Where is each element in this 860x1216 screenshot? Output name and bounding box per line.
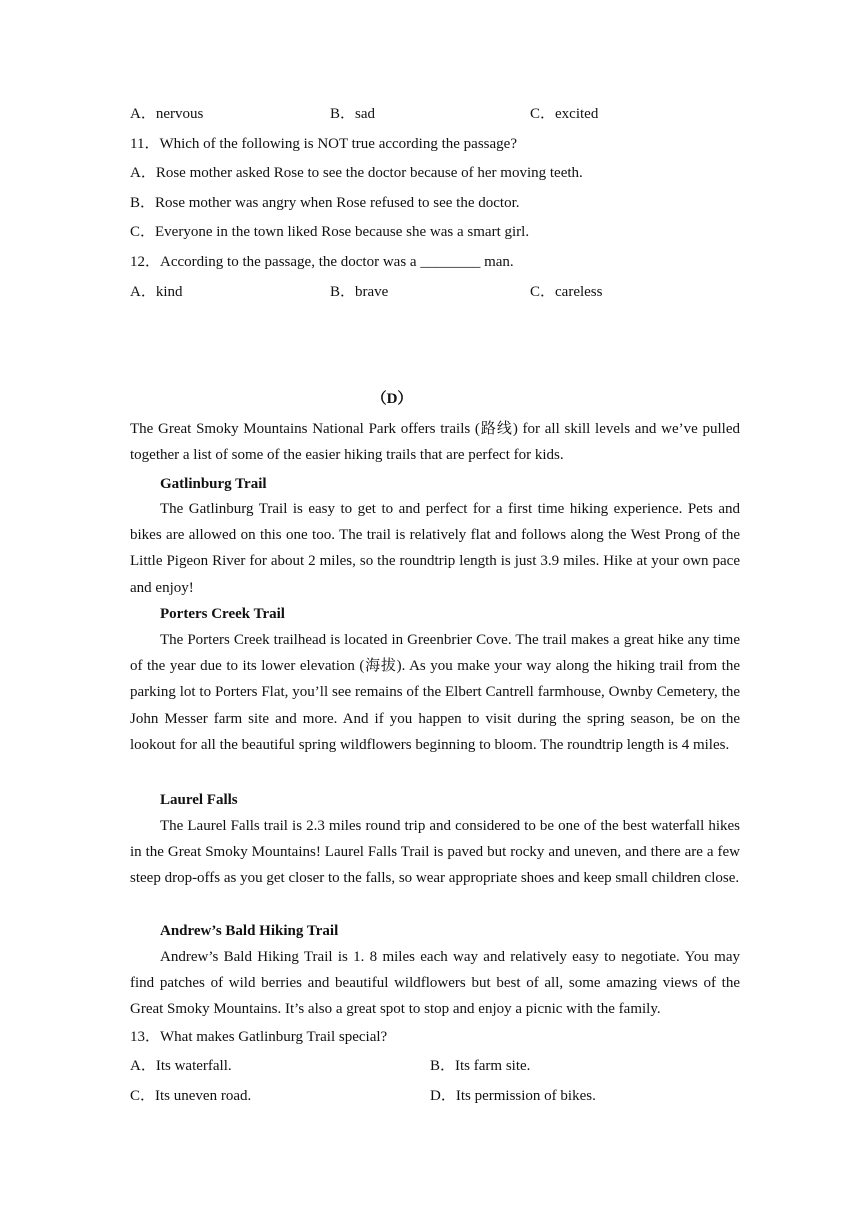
q10-option-c[interactable]: C．excited [530,106,599,122]
q11-option-b[interactable]: B．Rose mother was angry when Rose refused to see the doctor. [130,195,520,211]
trail-3-text: The Laurel Falls trail is 2.3 miles round trip and considered to be one of the best waterfall hikes in the Great Smoky Mountains! Laurel Falls Trail is paved but rocky and uneven, and there are a few steep drop-offs as you get closer to the falls, so wear appropriate shoes and keep small children close. [130,818,740,887]
trail-4-heading: Andrew’s Bald Hiking Trail [160,923,339,939]
trail-3-heading: Laurel Falls [160,792,238,808]
trail-3-paragraph [130,813,740,892]
section-d-intro: The Great Smoky Mountains National Park offers trails (路线) for all skill levels and we’ve pulled together a list of some of the easier hiking trails that are perfect for kids. [130,421,740,464]
trail-2-heading: Porters Creek Trail [160,606,285,622]
trail-1-heading: Gatlinburg Trail [160,476,267,492]
q12-stem: 12．According to the passage, the doctor was a ________ man. [130,254,514,270]
q10-option-b[interactable]: B．sad [330,106,376,122]
q12-option-a[interactable]: A．kind [130,284,183,300]
trail-1-text: The Gatlinburg Trail is easy to get to and perfect for a first time hiking experience. Pets and bikes are allowed on this one too. The trail is relatively flat and follows along the West Prong of the Little Pigeon River for about 2 miles, so the roundtrip length is just 3.9 miles. Hike at your own pace and enjoy! [130,501,740,596]
q13-stem: 13．What makes Gatlinburg Trail special? [130,1029,388,1045]
q13-option-d[interactable]: D．Its permission of bikes. [430,1088,596,1104]
q11-option-a[interactable]: A．Rose mother asked Rose to see the doctor because of her moving teeth. [130,165,583,181]
q12-option-b[interactable]: B．brave [330,284,389,300]
q11-stem: 11．Which of the following is NOT true according the passage? [130,136,517,152]
trail-4-text: Andrew’s Bald Hiking Trail is 1. 8 miles each way and relatively easy to negotiate. You may find patches of wild berries and beautiful wildflowers but best of all, some amazing views of the Great Smoky Mountains. It’s also a great spot to stop and enjoy a picnic with the family. [130,949,740,1018]
section-d-label: （D） [371,391,413,407]
trail-2-paragraph [130,627,740,758]
trail-4-paragraph [130,944,740,1023]
q10-option-a[interactable]: A．nervous [130,106,204,122]
trail-1-paragraph [130,496,740,601]
trail-2-text: The Porters Creek trailhead is located in Greenbrier Cove. The trail makes a great hike any time of the year due to its lower elevation (海拔). As you make your way along the hiking trail from the parking lot to Porters Flat, you’ll see remains of the Elbert Cantrell farmhouse, Ownby Cemetery, the John Messer farm site and more. And if you happen to visit during the spring season, be on the lookout for all the beautiful spring wildflowers beginning to bloom. The roundtrip length is 4 miles. [130,632,740,753]
q13-option-c[interactable]: C．Its uneven road. [130,1088,252,1104]
q11-option-c[interactable]: C．Everyone in the town liked Rose because she was a smart girl. [130,224,530,240]
q13-option-b[interactable]: B．Its farm site. [430,1058,531,1074]
q13-option-a[interactable]: A．Its waterfall. [130,1058,232,1074]
q12-option-c[interactable]: C．careless [530,284,603,300]
